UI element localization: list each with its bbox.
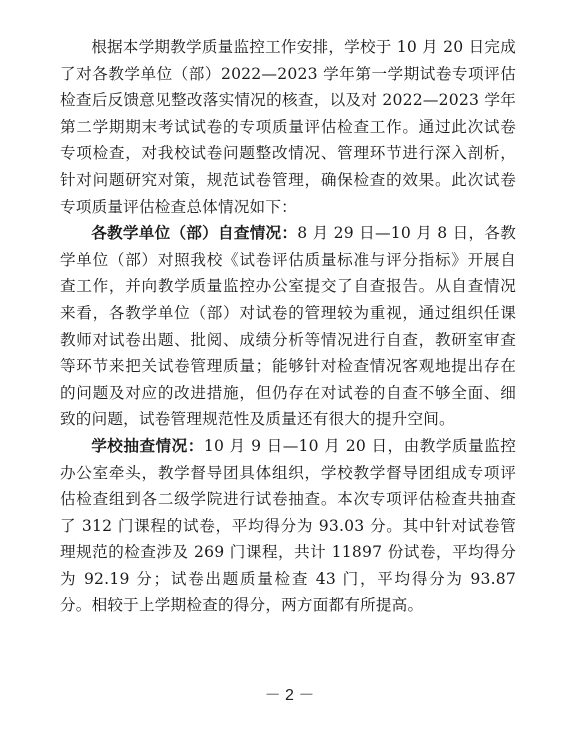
paragraph-spot-check-heading: 学校抽查情况： <box>91 436 204 455</box>
paragraph-self-check <box>60 220 516 433</box>
paragraph-intro-text: 根据本学期教学质量监控工作安排，学校于 10 月 20 日完成了对各教学单位（部）2022—2023 学年第一学期试卷专项评估检查后反馈意见整改落实情况的核查，以及对 2022—2023 学年第二学期期末考试试卷的专项质量评估检查工作。通过此次试卷专项检查，对我校试卷问题整改情况、管理环节进行深入剖析，针对问题研究对策，规范试卷管理，确保检查的效果。此次试卷专项质量评估检查总体情况如下： <box>60 38 516 216</box>
document-body <box>60 34 516 619</box>
paragraph-intro <box>60 34 516 220</box>
paragraph-spot-check-text: 10 月 9 日—10 月 20 日，由教学质量监控办公室牵头，教学督导团具体组织，学校教学督导团组成专项评估检查组到各二级学院进行试卷抽查。本次专项评估检查共抽查了 312 门课程的试卷，平均得分为 93.03 分。其中针对试卷管理规范的检查涉及 269 门课程，共计 11897 份试卷，平均得分为 92.19 分；试卷出题质量检查 43 门，平均得分为 93.87 分。相较于上学期检查的得分，两方面都有所提高。 <box>60 436 516 615</box>
page-number: － 2 － <box>264 687 315 704</box>
paragraph-spot-check <box>60 433 516 619</box>
paragraph-self-check-heading: 各教学单位（部）自查情况： <box>91 224 298 243</box>
paragraph-self-check-text: 8 月 29 日—10 月 8 日，各教学单位（部）对照我校《试卷评估质量标准与评分指标》开展自查工作，并向教学质量监控办公室提交了自查报告。从自查情况来看，各教学单位（部）对试卷的管理较为重视，通过组织任课教师对试卷出题、批阅、成绩分析等情况进行自查，教研室审查等环节来把关试卷管理质量；能够针对检查情况客观地提出存在的问题及对应的改进措施，但仍存在对试卷的自查不够全面、细致的问题，试卷管理规范性及质量还有很大的提升空间。 <box>60 224 516 429</box>
